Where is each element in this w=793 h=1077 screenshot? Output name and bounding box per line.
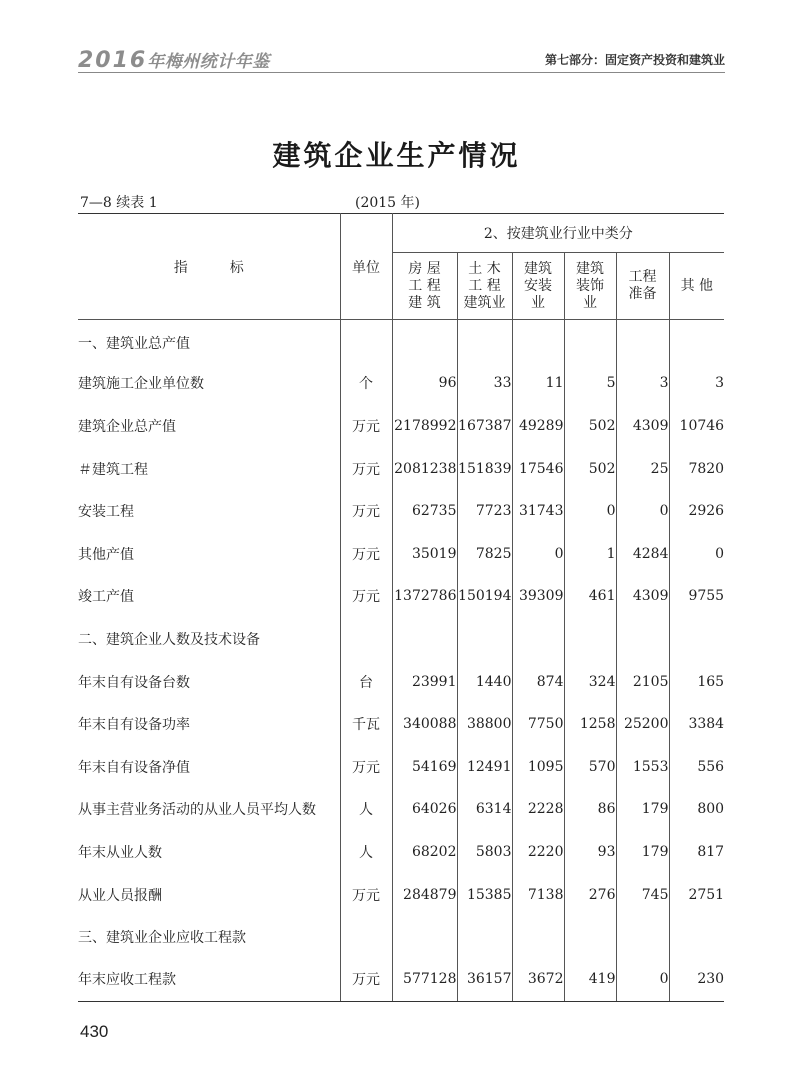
row-value: 179 [616,788,669,831]
row-value: 230 [669,958,724,1001]
table-row [78,745,724,788]
row-value: 150194 [457,575,512,618]
row-value: 6314 [457,788,512,831]
row-value: 3672 [512,958,564,1001]
row-value: 800 [669,788,724,831]
row-value: 11 [512,362,564,405]
row-value [564,916,616,959]
row-unit [340,320,392,363]
category-header-line: 建筑 [524,260,552,277]
row-indicator: 建筑施工企业单位数 [78,376,204,393]
row-value: 577128 [392,958,457,1001]
category-header [564,253,616,320]
row-value [392,320,457,363]
row-value: 15385 [457,873,512,916]
category-header-line: 工 程 [468,277,501,294]
row-value: 23991 [392,660,457,703]
row-value: 419 [564,958,616,1001]
row-value: 1258 [564,703,616,746]
yearbook-title [78,47,270,73]
row-value: 3 [669,362,724,405]
row-indicator: 二、建筑企业人数及技术设备 [78,631,260,648]
header-divider [78,72,725,73]
row-value: 745 [616,873,669,916]
row-indicator: 从业人员报酬 [78,887,162,904]
row-value: 7750 [512,703,564,746]
table-row [78,320,724,363]
table-row [78,958,724,1001]
row-value: 9755 [669,575,724,618]
unit-header: 单位 [340,214,392,320]
row-value: 1372786 [392,575,457,618]
row-value [457,916,512,959]
row-value: 25200 [616,703,669,746]
row-indicator: 年末自有设备台数 [78,674,190,691]
category-header-line: 业 [531,294,545,311]
row-value: 64026 [392,788,457,831]
row-value [512,916,564,959]
row-value [564,618,616,661]
row-indicator: 建筑企业总产值 [78,418,176,435]
category-header-line: 准备 [628,286,657,302]
row-value: 874 [512,660,564,703]
group-header: 2、按建筑业行业中类分 [392,214,724,253]
row-value [669,320,724,363]
category-header [669,253,724,320]
row-value: 1440 [457,660,512,703]
row-value: 2228 [512,788,564,831]
table-row [78,490,724,533]
table-row [78,916,724,959]
row-indicator: 其他产值 [78,546,134,563]
row-value: 62735 [392,490,457,533]
row-unit: 万元 [340,745,392,788]
row-indicator: 一、建筑业总产值 [78,336,190,353]
row-unit: 万元 [340,575,392,618]
table-row [78,532,724,575]
table-row [78,447,724,490]
category-header-line: 装饰 [576,277,604,294]
category-header-line: 建 筑 [408,294,441,311]
row-indicator: ＃建筑工程 [78,461,148,478]
row-value: 165 [669,660,724,703]
row-value: 4284 [616,532,669,575]
row-value: 86 [564,788,616,831]
row-value: 54169 [392,745,457,788]
table-row [78,831,724,874]
row-value: 36157 [457,958,512,1001]
category-header-line: 其 他 [680,277,714,294]
row-value: 502 [564,405,616,448]
row-value: 2105 [616,660,669,703]
row-value [669,916,724,959]
table-row [78,788,724,831]
row-value: 151839 [457,447,512,490]
row-value: 33 [457,362,512,405]
table-row [78,703,724,746]
row-value: 2751 [669,873,724,916]
page-title: 建筑企业生产情况 [272,139,521,172]
row-value: 93 [564,831,616,874]
row-value: 2926 [669,490,724,533]
indicator-header: 指 标 [78,214,340,320]
category-header-line: 土 木 [468,260,501,277]
row-value: 179 [616,831,669,874]
row-value: 7825 [457,532,512,575]
row-value: 4309 [616,575,669,618]
row-value: 17546 [512,447,564,490]
row-indicator: 三、建筑业企业应收工程款 [78,930,246,947]
row-value: 1095 [512,745,564,788]
table-row [78,618,724,661]
table-row [78,362,724,405]
row-value: 0 [564,490,616,533]
row-value: 1553 [616,745,669,788]
category-header-line: 建筑 [576,260,604,277]
category-header [616,253,669,320]
table-row [78,660,724,703]
row-unit [340,618,392,661]
table-row [78,873,724,916]
row-indicator: 年末自有设备功率 [78,717,190,734]
row-value: 556 [669,745,724,788]
table-row [78,405,724,448]
row-value [512,618,564,661]
row-value: 0 [616,958,669,1001]
row-indicator: 年末应收工程款 [78,958,340,1001]
row-value: 39309 [512,575,564,618]
row-value [457,320,512,363]
row-value: 10746 [669,405,724,448]
row-unit: 万元 [340,490,392,533]
row-value: 0 [512,532,564,575]
page-number: 430 [80,1022,109,1041]
row-unit: 万元 [340,958,392,1001]
row-value: 31743 [512,490,564,533]
category-header [457,253,512,320]
row-unit: 千瓦 [340,703,392,746]
row-value: 7820 [669,447,724,490]
row-value: 461 [564,575,616,618]
row-indicator: 竣工产值 [78,589,134,606]
row-value: 276 [564,873,616,916]
row-indicator: 年末自有设备净值 [78,759,190,776]
row-value: 340088 [392,703,457,746]
row-value: 96 [392,362,457,405]
category-header [392,253,457,320]
row-value: 49289 [512,405,564,448]
row-indicator: 从事主营业务活动的从业人员平均人数 [78,802,316,819]
row-unit: 万元 [340,873,392,916]
row-value: 25 [616,447,669,490]
row-value: 38800 [457,703,512,746]
yearbook-year: 2016 [78,48,148,73]
row-unit: 人 [340,788,392,831]
table-year: (2015 年) [355,195,421,211]
row-value [616,618,669,661]
row-value: 2178992 [392,405,457,448]
row-value: 4309 [616,405,669,448]
row-value [392,916,457,959]
row-unit [340,916,392,959]
row-value: 68202 [392,831,457,874]
yearbook-name: 年梅州统计年鉴 [147,52,270,72]
row-value [564,320,616,363]
row-value: 284879 [392,873,457,916]
category-header [512,253,564,320]
row-value: 2220 [512,831,564,874]
category-header-line: 工程 [628,269,657,285]
row-value: 12491 [457,745,512,788]
row-unit: 万元 [340,447,392,490]
row-unit: 万元 [340,405,392,448]
row-unit: 台 [340,660,392,703]
row-value: 7723 [457,490,512,533]
category-header-line: 安装 [524,277,552,294]
row-value: 502 [564,447,616,490]
row-indicator: 安装工程 [78,504,134,521]
category-header-line: 房 屋 [408,260,441,277]
section-title: 第七部分：固定资产投资和建筑业 [544,53,725,67]
statistics-table [78,213,724,1002]
row-unit: 万元 [340,532,392,575]
row-value: 3384 [669,703,724,746]
category-header-line: 建筑业 [463,294,506,311]
row-value [616,916,669,959]
category-header-line: 工 程 [408,277,441,294]
row-value: 324 [564,660,616,703]
row-value: 5 [564,362,616,405]
row-value [457,618,512,661]
row-value: 0 [669,532,724,575]
table-row [78,575,724,618]
row-value: 35019 [392,532,457,575]
row-value: 2081238 [392,447,457,490]
row-value [512,320,564,363]
row-value: 7138 [512,873,564,916]
row-unit: 个 [340,362,392,405]
category-header-line: 业 [583,294,597,311]
row-unit: 人 [340,831,392,874]
row-value: 817 [669,831,724,874]
row-value: 3 [616,362,669,405]
row-value [616,320,669,363]
row-value [669,618,724,661]
row-value: 167387 [457,405,512,448]
row-value: 1 [564,532,616,575]
row-indicator: 年末从业人数 [78,844,162,861]
row-value [392,618,457,661]
table-id: 7—8 续表 1 [80,195,158,211]
row-value: 570 [564,745,616,788]
row-value: 5803 [457,831,512,874]
row-value: 0 [616,490,669,533]
